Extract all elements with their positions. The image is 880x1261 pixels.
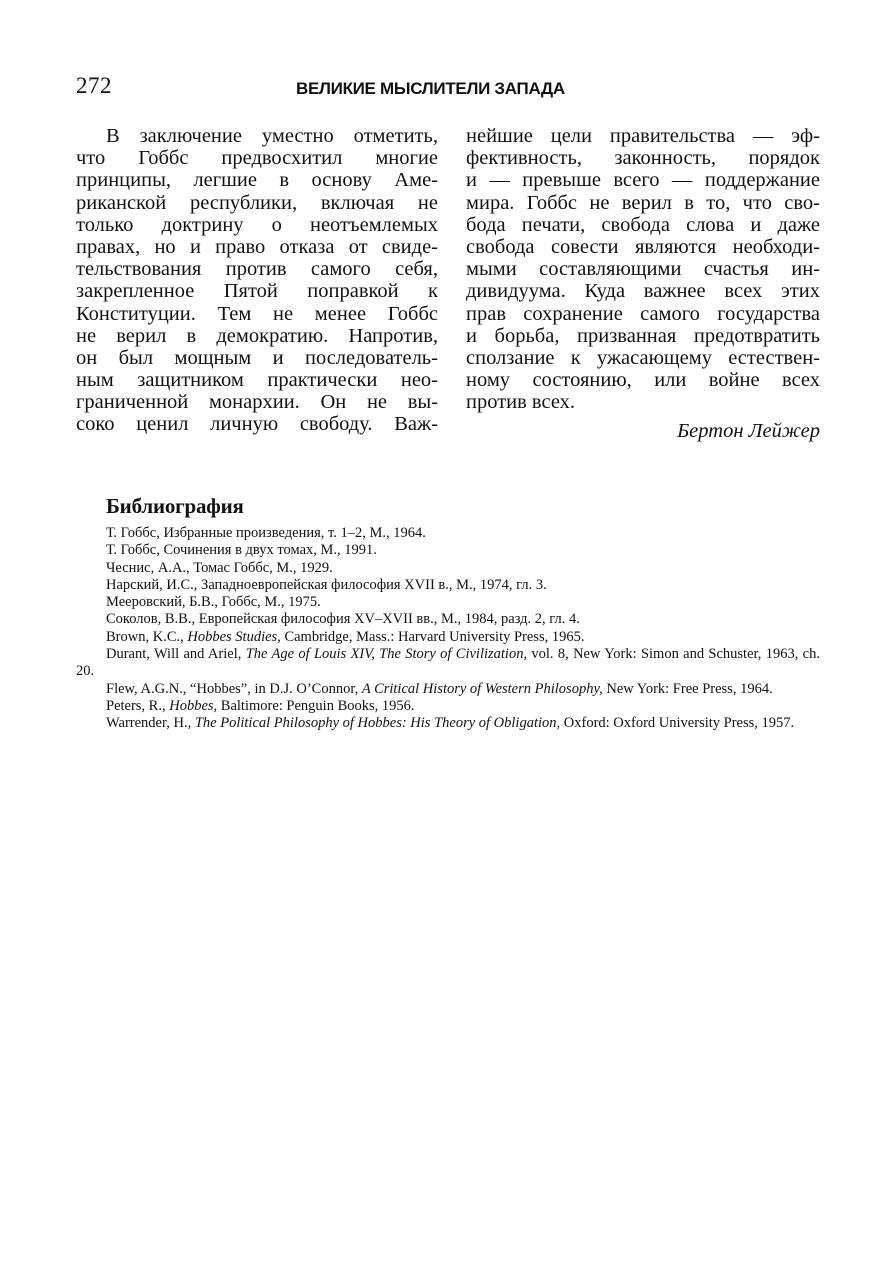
right-column-line: свобода совести являются необходи- [466,235,820,258]
bibliography-entry-text: Baltimore: Penguin Books, 1956. [217,697,415,714]
bibliography-entry [76,525,820,542]
bibliography-entry [76,611,820,628]
right-column-line: дивидуума. Куда важнее всех этих [466,280,820,303]
right-column-line: и борьба, призванная предотвратить [466,324,820,347]
bibliography-entry-text: Мееровский, Б.В., Гоббс, М., 1975. [106,594,321,611]
left-column-line: В заключение уместно отметить, [106,125,438,147]
bibliography-section [76,494,820,733]
left-column-line: граниченной монархии. Он не вы- [76,391,438,414]
bibliography-entry [76,560,820,577]
right-column-line: нейшие цели правительства — эф- [466,125,820,147]
right-column-text [466,125,820,413]
bibliography-entry-text: Cambridge, Mass.: Harvard University Press, 1965. [280,628,585,645]
bibliography-entry-title: A Critical History of Western Philosophy, [361,680,603,697]
bibliography-entry-title: Hobbes Studies, [187,628,281,645]
bibliography-entry [76,542,820,559]
bibliography-entry-text: Нарский, И.С., Западноевропейская философия XVII в., М., 1974, гл. 3. [106,576,547,593]
bibliography-entry-text: Т. Гоббс, Сочинения в двух томах, М., 1991. [106,542,377,559]
bibliography-entry-text: Durant, Will and Ariel, [106,646,246,663]
bibliography-entry-title: Hobbes, [169,697,218,714]
right-column-line: бода печати, свобода слова и даже [466,213,820,236]
left-column-line: риканской республики, включая не [76,191,438,214]
left-column-line: только доктрину о неотъемлемых [76,213,438,236]
right-column-line: фективность, законность, порядок [466,147,820,170]
left-column-line: соко ценил личную свободу. Важ- [76,413,438,436]
right-column [466,125,820,443]
bibliography-entry-title: The Political Philosophy of Hobbes: His Theory of Obligation, [194,715,561,732]
bibliography-entry-text: New York: Free Press, 1964. [602,680,773,697]
bibliography-entry [76,577,820,594]
bibliography-entry-text: Чеснис, А.А., Томас Гоббс, М., 1929. [106,559,333,576]
left-column-line: закрепленное Пятой поправкой к [76,280,438,303]
left-column-line: Конституции. Тем не менее Гоббс [76,302,438,325]
left-column-line: принципы, легшие в основу Аме- [76,169,438,192]
left-column [76,125,438,436]
bibliography-heading: Библиография [106,494,244,518]
left-column-line: правах, но и право отказа от свиде- [76,235,438,258]
bibliography-entry [76,715,820,732]
left-column-line: что Гоббс предвосхитил многие [76,147,438,170]
bibliography-entry-title: The Age of Louis XIV, The Story of Civilization, [245,646,528,663]
bibliography-entry [76,594,820,611]
right-column-line: против всех. [466,391,576,414]
bibliography-entry-text: Brown, K.C., [106,628,188,645]
bibliography-entry-text: Соколов, В.В., Европейская философия XV–XVII вв., М., 1984, разд. 2, гл. 4. [106,611,580,628]
bibliography-entry [76,681,820,698]
bibliography-entry-text: Peters, R., [106,697,170,714]
right-column-line: прав сохранение самого государства [466,302,820,325]
running-title: ВЕЛИКИЕ МЫСЛИТЕЛИ ЗАПАДА [296,79,565,98]
bibliography-entry-text: vol. 8, New York: Simon and Schuster, 1963, ch. 20. [76,646,820,680]
right-column-line: мыми составляющими счастья ин- [466,258,820,281]
bibliography-entry-text: Oxford: Oxford University Press, 1957. [560,715,795,732]
bibliography-entry [76,629,820,646]
bibliography-entry [76,698,820,715]
article-author: Бертон Лейжер [677,420,820,443]
left-column-line: он был мощным и последователь- [76,346,438,369]
left-column-line: не верил в демократию. Напротив, [76,324,438,347]
right-column-line: ному состоянию, или войне всех [466,369,820,392]
page-number: 272 [76,73,112,98]
right-column-line: и — превыше всего — поддержание [466,169,820,192]
bibliography-list [76,525,820,733]
bibliography-entry [76,646,820,681]
right-column-line: сползание к ужасающему естествен- [466,346,820,369]
bibliography-entry-text: Flew, A.G.N., “Hobbes”, in D.J. O’Connor, [106,680,362,697]
bibliography-entry-text: Warrender, H., [106,715,195,732]
left-column-line: ным защитником практически нео- [76,369,438,392]
left-column-line: тельствования против самого себя, [76,258,438,281]
bibliography-entry-text: Т. Гоббс, Избранные произведения, т. 1–2, М., 1964. [106,525,426,541]
right-column-line: мира. Гоббс не верил в то, что сво- [466,191,820,214]
